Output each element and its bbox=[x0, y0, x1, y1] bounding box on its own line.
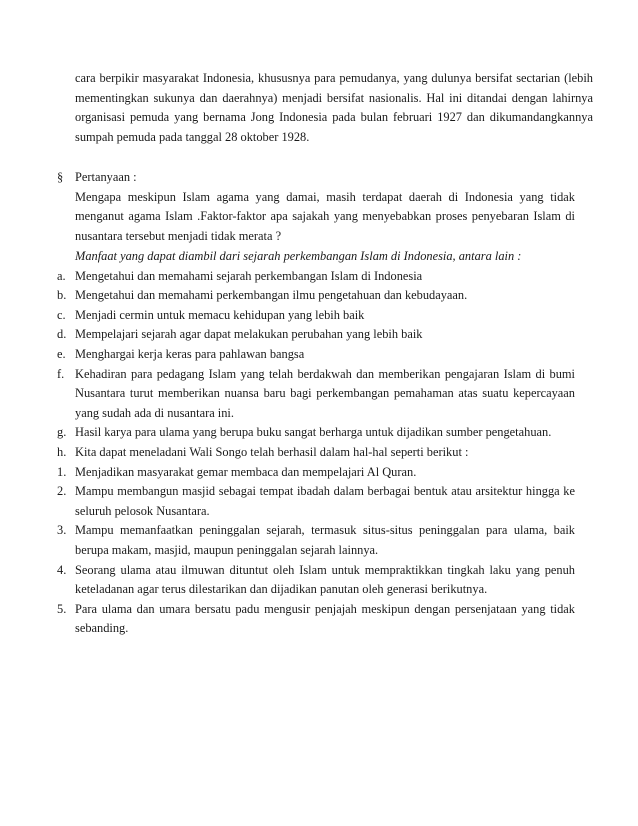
list-item bbox=[57, 521, 575, 560]
list-item bbox=[57, 306, 575, 326]
list-item bbox=[57, 365, 575, 424]
list-item-text: Mengetahui dan memahami perkembangan ilmu pengetahuan dan kebudayaan. bbox=[75, 288, 468, 303]
list-item-text: Kehadiran para pedagang Islam yang telah berdakwah dan memberikan pengajaran Islam di bumi Nusantara turut memberikan nuansa baru bagi perkembangan pemahaman atas suatu kepercayaan yang sudah ada di nusantara ini. bbox=[75, 366, 575, 420]
list-item bbox=[57, 325, 575, 345]
question-label: Pertanyaan : bbox=[75, 170, 137, 184]
list-marker: c. bbox=[57, 307, 66, 322]
manfaat-section bbox=[57, 247, 575, 639]
list-marker: 1. bbox=[57, 464, 67, 479]
list-item-text: Mampu memanfaatkan peninggalan sejarah, termasuk situs-situs peninggalan para ulama, baik berupa makam, masjid, maupun peninggalan sejarah lainnya. bbox=[75, 523, 575, 557]
list-marker: 5. bbox=[57, 601, 67, 616]
list-item-text: Kita dapat meneladani Wali Songo telah berhasil dalam hal-hal seperti berikut : bbox=[75, 444, 469, 459]
question-heading-row bbox=[57, 168, 575, 188]
manfaat-heading: Manfaat yang dapat diambil dari sejarah perkembangan Islam di Indonesia, antara lain : bbox=[75, 249, 522, 263]
list-marker: 2. bbox=[57, 484, 67, 499]
list-item bbox=[57, 561, 575, 600]
list-item-text: Hasil karya para ulama yang berupa buku sangat berharga untuk dijadikan sumber pengetahuan. bbox=[75, 425, 552, 440]
list-item-text: Mempelajari sejarah agar dapat melakukan perubahan yang lebih baik bbox=[75, 327, 423, 342]
list-item-text: Mampu membangun masjid sebagai tempat ibadah dalam berbagai bentuk atau arsitektur hingga ke seluruh pelosok Nusantara. bbox=[75, 484, 575, 518]
list-item-text: Menghargai kerja keras para pahlawan bangsa bbox=[75, 346, 305, 361]
question-text: Mengapa meskipun Islam agama yang damai, masih terdapat daerah di Indonesia yang tidak menganut agama Islam .Faktor-faktor apa sajakah yang menyebabkan proses penyebaran Islam di nusantara tersebut menjadi tidak merata ? bbox=[75, 189, 575, 243]
section-mark: § bbox=[57, 170, 64, 184]
list-marker: h. bbox=[57, 444, 67, 459]
list-marker: 3. bbox=[57, 523, 67, 538]
question-section bbox=[57, 168, 575, 246]
list-item bbox=[57, 600, 575, 639]
list-item-text: Menjadikan masyarakat gemar membaca dan mempelajari Al Quran. bbox=[75, 464, 417, 479]
list-item bbox=[57, 286, 575, 306]
intro-paragraph: cara berpikir masyarakat Indonesia, khususnya para pemudanya, yang dulunya bersifat sectarian (lebih mementingkan sukunya dan daerahnya) menjadi bersifat nasionalis. Hal ini ditandai dengan lahirnya organisasi pemuda yang bernama Jong Indonesia pada bulan februari 1927 dan dikumandangkannya sumpah pemuda pada tanggal 28 oktober 1928. bbox=[75, 71, 593, 144]
list-marker: e. bbox=[57, 346, 66, 361]
list-item-text: Menjadi cermin untuk memacu kehidupan yang lebih baik bbox=[75, 307, 365, 322]
list-marker: a. bbox=[57, 268, 66, 283]
list-item-text: Mengetahui dan memahami sejarah perkembangan Islam di Indonesia bbox=[75, 268, 423, 283]
list-marker: d. bbox=[57, 327, 67, 342]
list-item bbox=[57, 423, 575, 443]
list-item bbox=[57, 443, 575, 463]
list-item-text: Para ulama dan umara bersatu padu mengusir penjajah meskipun dengan persenjataan yang tidak sebanding. bbox=[75, 601, 575, 636]
list-marker: g. bbox=[57, 425, 67, 440]
list-marker: b. bbox=[57, 288, 67, 303]
list-item bbox=[57, 267, 575, 287]
list-marker: 4. bbox=[57, 562, 67, 577]
list-marker: f. bbox=[57, 366, 65, 381]
list-item-text: Seorang ulama atau ilmuwan dituntut oleh Islam untuk mempraktikkan tingkah laku yang penuh keteladanan agar terus dilestarikan dan dijadikan panutan oleh generasi berikutnya. bbox=[75, 562, 575, 597]
list-item bbox=[57, 345, 575, 365]
list-item bbox=[57, 482, 575, 521]
list-item bbox=[57, 463, 575, 483]
